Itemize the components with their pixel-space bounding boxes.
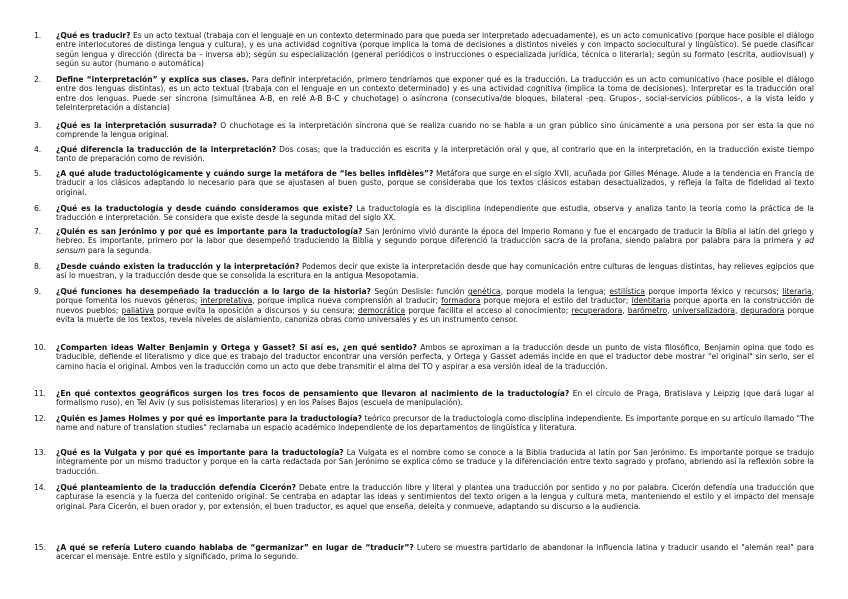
answer-text: teórico precursor de la traductología como disciplina independiente. Es importante porque en su artículo llamado "The name and nature of translation studies" reclamaba un espacio académico independiente de los departamentos de lingüística y literatura. <box>56 414 815 433</box>
answer-text: , <box>667 305 670 315</box>
question-text: ¿En qué contextos geográficos surgen los tres focos de pensamiento que llevaron al nacimiento de la traductología? <box>56 389 570 398</box>
item-number: 6. <box>34 204 42 213</box>
item-number: 11. <box>34 389 47 398</box>
answer-text: Metáfora que surge en el siglo XVII, acuñada por Gilles Ménage. Alude a la tendencia en Francia de traducir a los clásicos adaptando lo necesario para que se ajustasen al buen gusto, porque se consideraba que los textos clásicos estaban desactualizados, y refleja la falta de fidelidad al texto original. <box>56 169 814 197</box>
item-number: 14. <box>34 483 47 492</box>
list-item <box>34 75 814 113</box>
list-item <box>34 483 814 511</box>
list-item <box>34 169 814 197</box>
question-text: ¿Comparten ideas Walter Benjamin y Ortega y Gasset? Si así es, ¿en qué sentido? <box>56 343 417 352</box>
question-text: ¿Quién es san Jerónimo y por qué es importante para la traductología? <box>56 227 363 236</box>
answer-text: , porque fomenta los nuevos géneros; <box>56 287 815 306</box>
question-text: ¿Qué es traducir? <box>56 31 131 40</box>
answer-text: porque importa léxico y recursos; <box>648 287 779 296</box>
answer-text: Lutero se muestra partidario de abandonar la influencia latina y traducir usando el "alemán real" para acercar el mensaje. Entre estilo y significado, prima lo segundo. <box>56 543 815 562</box>
answer-text: Ambos se aproximan a la traducción desde un punto de vista filosófico, Benjamin opina que todo es traducible, defiende el literalismo y dice que es trabajo del traductor encontrar una versión perfecta, y Ortega y Gasset además incide en que el traductor debe mostrar "el original" sin serlo, ser el camino hacia el original. Ambos ven la traducción como un acto que debe transmitir el alma del TO y aspirar a esa versión ideal de la traducción. <box>56 343 814 371</box>
function-term: democrática <box>358 305 406 315</box>
answer-text: San Jerónimo vivió durante la época del Imperio Romano y fue el encargado de traducir la Biblia al latín del griego y hebreo. Es importante, primero por la labor que desempeñó traduciendo la Biblia y segundo porque diferenció la traducción sacra de la profana, siendo palabra por palabra para la primera y <box>56 227 814 246</box>
function-term: universalizadora <box>672 305 735 315</box>
item-number: 10. <box>34 343 47 352</box>
answer-text: , porque implica nueva comprensión al traducir; <box>252 296 438 306</box>
answer-text: , <box>622 305 625 315</box>
item-number: 13. <box>34 448 47 457</box>
list-item <box>34 543 815 562</box>
list-item <box>34 204 815 223</box>
function-term: interpretativa <box>200 296 253 306</box>
answer-text: En el círculo de Praga, Bratislava y Leipzig (que dará lugar al formalismo ruso), en Tel Aviv (y sus polisistemas literarios) y en los Países Bajos (escuela de manipulación). <box>56 389 814 408</box>
function-term: depuradora <box>740 305 785 315</box>
list-item <box>34 262 814 281</box>
answer-text: Debate entre la traducción libre y literal y plantea una traducción por sentido y no por palabra. Cicerón defendía una traducción que capturase la esencia y la fuerza del contenido original. Se centraba en adaptar las ideas y sentimientos del texto origen a la lengua y cultura meta, manteniendo el estilo y el impacto del mensaje original. Para Cicerón, el buen orador y, por extensión, el buen traductor, es aquel que enseña, deleita y conmueve, adaptando su discurso a la audiencia. <box>56 483 814 511</box>
answer-text: La Vulgata es el nombre como se conoce a la Biblia traducida al latín por San Jerónimo. Es importante porque se tradujo íntegramente por un mismo traductor y porque en la carta redactada por San Jerónimo se explica cómo se traduce y la diferenciación entre texto sagrado y profano, abriendo así la reflexión sobre la traducción. <box>56 448 814 476</box>
list-item <box>34 31 814 69</box>
list-item <box>34 145 814 164</box>
function-term: paliativa <box>121 305 154 315</box>
list-item <box>34 389 814 408</box>
item-number: 7. <box>34 227 42 236</box>
question-text: ¿Quién es James Holmes y por qué es importante para la traductología? <box>56 414 362 423</box>
item-number: 1. <box>34 31 42 40</box>
answer-text: porque mejora el estilo del traductor; <box>483 296 629 306</box>
list-item <box>34 448 814 476</box>
answer-text: Para definir interpretación, primero tendríamos que exponer qué es la traducción. La traducción es un acto comunicativo (hace posible el diálogo entre dos lenguas distintas), es un acto textual (trabaja con el lenguaje en un contexto determinado) y es una actividad cognitiva (implica la toma de decisiones). Interpretar es la traducción oral entre dos lenguas. Puede ser síncrona (simultánea A-B, en relé A-B B-C y chuchotage) o asíncrona (consecutiva/de bloques, bilateral -peq. Grupos-, social-servicios públicos-, a la vista leído y teleinterpretación a distancia) <box>56 75 814 113</box>
function-term: barómetro <box>627 305 668 315</box>
answer-text: Es un acto textual (trabaja con el lenguaje en un contexto determinado para que pueda ser interpretado adecuadamente), es un acto comunicativo (porque hace posible el diálogo entre interlocutores de distinga lengua y cultura), y es una actividad cognitiva (porque implica la toma de decisiones a distintos niveles y con impacto sociocultural y lingüístico). Se puede clasificar según lengua y dirección (directa ba – inversa ab); según su especialización (general periódicos o instrucciones o especializada jurídica, técnica o literaria); según su formato (escrita, audiovisual) y según su autor (humano o automática) <box>56 31 814 69</box>
function-term: formadora <box>441 296 481 306</box>
question-text: ¿A qué se refería Lutero cuando hablaba de “germanizar” en lugar de “traducir”? <box>56 543 414 552</box>
answer-text: , porque modela la lengua; <box>500 287 607 296</box>
italic-term: ad sensum <box>56 236 814 255</box>
question-text: Define “interpretación” y explica sus clases. <box>56 75 249 84</box>
question-text: ¿Qué es la traductología y desde cuándo consideramos que existe? <box>56 204 353 213</box>
function-term: genética <box>467 287 501 296</box>
answer-text: porque evita la muerte de los textos, revela niveles de aislamiento, canoniza obras como universales y es un instrumento censor. <box>56 305 815 325</box>
list-item <box>34 343 814 371</box>
list-item <box>34 121 814 140</box>
question-text: ¿A qué alude traductológicamente y cuándo surge la metáfora de “les belles infidèles”? <box>56 169 434 178</box>
answer-text: para la segunda. <box>87 245 152 255</box>
function-term: literaria <box>782 287 812 296</box>
item-number: 3. <box>34 121 42 130</box>
question-text: ¿Desde cuándo existen la traducción y la interpretación? <box>56 262 300 271</box>
answer-text: Según Deslisle: función <box>374 287 465 296</box>
item-number: 5. <box>34 169 42 178</box>
item-number: 8. <box>34 262 42 271</box>
item-number: 2. <box>34 75 42 84</box>
list-item <box>34 287 815 325</box>
answer-text: porque aporta en la construcción de nuevos pueblos; <box>56 296 815 315</box>
question-text: ¿Qué planteamiento de la traducción defendía Cicerón? <box>56 483 296 492</box>
question-text: ¿Qué diferencia la traducción de la interpretación? <box>56 145 277 154</box>
answer-text: O chuchotage es la interpretación síncrona que se realiza cuando no se habla a un gran público sino únicamente a una persona por ser esta la que no comprende la lengua original. <box>56 121 814 140</box>
item-number: 9. <box>34 287 42 296</box>
function-term: identitaria <box>631 296 671 306</box>
item-number: 12. <box>34 414 47 423</box>
item-number: 4. <box>34 145 42 154</box>
list-item <box>34 414 815 433</box>
answer-text: , <box>735 305 738 315</box>
question-text: ¿Qué funciones ha desempeñado la traducción a lo largo de la historia? <box>56 287 371 296</box>
list-item <box>34 227 814 255</box>
function-term: estilística <box>609 287 645 296</box>
question-text: ¿Qué es la Vulgata y por qué es importante para la traductología? <box>56 448 344 457</box>
answer-text: Podemos decir que existe la interpretación desde que hay comunicación entre culturas de lenguas distintas, hay relieves egipcios que así lo muestran, y la traducción desde que se consolida la escritura en la antigua Mesopotamia. <box>56 262 814 281</box>
answer-text: porque evita la oposición a discursos y su censura; <box>157 305 355 315</box>
answer-text: porque facilita el acceso al conocimiento; <box>408 305 569 315</box>
function-term: recuperadora <box>571 305 623 315</box>
item-number: 15. <box>34 543 47 552</box>
answer-text: La traductología es la disciplina independiente que estudia, observa y analiza tanto la teoría como la práctica de la traducción e interpretación. Se considera que existe desde la segunda mitad del siglo XX. <box>56 204 815 223</box>
answer-text: Dos cosas; que la traducción es escrita y la interpretación oral y que, al contrario que en la interpretación, en la traducción existe tiempo tanto de preparación como de revisión. <box>56 145 814 164</box>
question-text: ¿Qué es la interpretación susurrada? <box>56 121 217 130</box>
